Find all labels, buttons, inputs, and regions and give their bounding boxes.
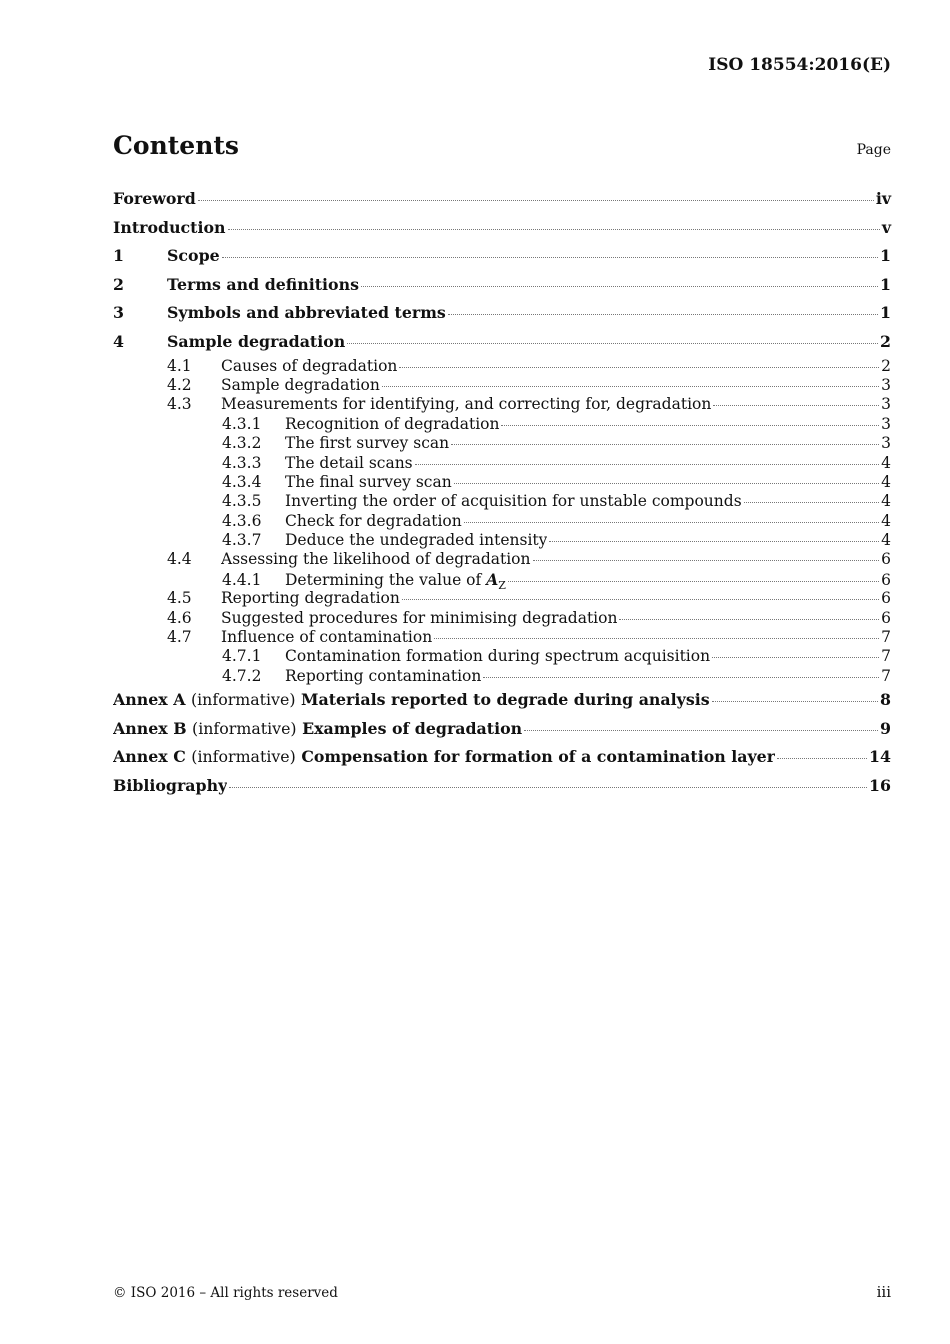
toc-entry-4-3-4[interactable]	[113, 473, 891, 492]
toc-entry-4-3-5[interactable]	[113, 492, 891, 511]
toc-entry-annex-c[interactable]	[113, 743, 891, 772]
toc-page: 4	[881, 472, 891, 491]
toc-title: Introduction	[113, 217, 226, 237]
toc-title: Measurements for identifying, and correcting for, degradation	[221, 395, 712, 414]
toc-page: 4	[881, 511, 891, 530]
annex-label: Annex A	[113, 690, 186, 710]
toc-entry-sample-degradation[interactable]	[113, 328, 891, 357]
toc-number: 4.3.5	[222, 492, 262, 511]
leader-dots	[712, 700, 878, 702]
toc-page: 7	[881, 647, 891, 666]
leader-dots	[508, 580, 879, 582]
leader-dots	[533, 559, 880, 561]
leader-dots	[451, 443, 879, 445]
toc-title: The detail scans	[285, 453, 413, 472]
leader-dots	[501, 424, 879, 426]
toc-entry-4-7[interactable]	[113, 628, 891, 647]
toc-page: 8	[880, 690, 891, 710]
toc-number: 4.5	[167, 589, 192, 608]
toc-page: 6	[881, 550, 891, 569]
toc-number: 4.2	[167, 375, 192, 394]
toc-title	[113, 715, 522, 744]
toc-page: v	[881, 217, 891, 237]
toc-title: Reporting contamination	[285, 666, 482, 685]
leader-dots	[777, 757, 867, 759]
copyright-notice: © ISO 2016 – All rights reserved	[113, 1285, 338, 1301]
leader-dots	[229, 786, 867, 788]
toc-entry-4-7-2[interactable]	[113, 667, 891, 686]
toc-page: 4	[881, 531, 891, 550]
toc-page: 1	[880, 246, 891, 266]
annex-type: (informative)	[191, 747, 296, 767]
annex-title: Materials reported to degrade during analysis	[300, 690, 710, 710]
toc-entry-symbols[interactable]	[113, 299, 891, 328]
toc-title: Reporting degradation	[221, 589, 400, 608]
toc-number: 4.3	[167, 395, 192, 414]
toc-page: 4	[881, 453, 891, 472]
toc-entry-4-3-2[interactable]	[113, 434, 891, 453]
toc-page: 3	[881, 375, 891, 394]
toc-entry-4-3-6[interactable]	[113, 512, 891, 531]
toc-title: Sample degradation	[221, 375, 380, 394]
toc-entry-4-6[interactable]	[113, 609, 891, 628]
toc-number: 4.3.3	[222, 453, 262, 472]
toc-number: 4.3.6	[222, 511, 262, 530]
toc-page: 6	[881, 570, 891, 589]
leader-dots	[228, 228, 880, 230]
toc-page: 2	[881, 356, 891, 375]
toc-page: 6	[881, 608, 891, 627]
leader-dots	[361, 285, 878, 287]
document-id: ISO 18554:2016(E)	[708, 55, 891, 75]
page-number: iii	[876, 1283, 891, 1301]
toc-title: Recognition of degradation	[285, 414, 500, 433]
toc-title	[113, 743, 775, 772]
toc-page: 14	[869, 747, 891, 767]
toc-number: 4.3.1	[222, 414, 262, 433]
leader-dots	[619, 618, 879, 620]
toc-entry-4-4-1[interactable]	[113, 569, 891, 592]
toc-title: The first survey scan	[285, 434, 450, 453]
leader-dots	[524, 729, 878, 731]
leader-dots	[434, 637, 879, 639]
toc-number: 4.6	[167, 608, 192, 627]
toc-title: Suggested procedures for minimising degradation	[221, 608, 618, 627]
toc-entry-4-3-1[interactable]	[113, 415, 891, 434]
toc-entry-4-3-7[interactable]	[113, 531, 891, 550]
toc-page: 1	[880, 274, 891, 294]
toc-title: Scope	[167, 246, 220, 266]
leader-dots	[448, 313, 878, 315]
symbol-a: A	[486, 569, 499, 589]
toc-entry-4-3-3[interactable]	[113, 454, 891, 473]
toc-title: Influence of contamination	[221, 628, 433, 647]
toc-number: 4.4	[167, 550, 192, 569]
symbol-subscript: Z	[498, 578, 506, 592]
toc-number: 4.4.1	[222, 570, 262, 589]
toc-page: 4	[881, 492, 891, 511]
toc-title: Bibliography	[113, 775, 228, 795]
contents-title: Contents	[113, 131, 240, 160]
toc-page: 9	[880, 718, 891, 738]
toc-page: 3	[881, 414, 891, 433]
toc-entry-bibliography[interactable]	[113, 772, 891, 801]
toc-title	[113, 686, 710, 715]
toc-entry-annex-a[interactable]	[113, 686, 891, 715]
toc-number: 4	[113, 331, 124, 351]
leader-dots	[549, 540, 879, 542]
toc-title: Check for degradation	[285, 511, 462, 530]
table-of-contents	[113, 185, 891, 801]
toc-title: Causes of degradation	[221, 356, 398, 375]
toc-entry-4-1[interactable]	[113, 357, 891, 376]
leader-dots	[382, 385, 879, 387]
toc-title: Assessing the likelihood of degradation	[221, 550, 531, 569]
toc-title: Deduce the undegraded intensity	[285, 531, 548, 550]
leader-dots	[744, 501, 879, 503]
toc-entry-scope[interactable]	[113, 242, 891, 271]
toc-number: 3	[113, 303, 124, 323]
toc-number: 4.3.4	[222, 472, 262, 491]
toc-page: iv	[875, 189, 891, 208]
annex-title: Compensation for formation of a contamination layer	[301, 747, 776, 767]
leader-dots	[402, 598, 879, 600]
leader-dots	[222, 256, 878, 258]
leader-dots	[454, 482, 879, 484]
toc-title: Inverting the order of acquisition for unstable compounds	[285, 492, 742, 511]
toc-entry-4-2[interactable]	[113, 376, 891, 395]
toc-title-text: Determining the value of	[285, 570, 487, 589]
toc-entry-foreword[interactable]	[113, 185, 891, 214]
toc-number: 4.3.2	[222, 434, 262, 453]
leader-dots	[198, 199, 874, 201]
toc-number: 4.7.1	[222, 647, 262, 666]
toc-number: 4.1	[167, 356, 192, 375]
toc-title: Symbols and abbreviated terms	[167, 303, 446, 323]
leader-dots	[347, 342, 878, 344]
annex-type: (informative)	[192, 718, 297, 738]
toc-page: 6	[881, 589, 891, 608]
toc-entry-terms[interactable]	[113, 271, 891, 300]
toc-page: 7	[881, 666, 891, 685]
toc-entry-4-4[interactable]	[113, 550, 891, 569]
toc-title: Sample degradation	[167, 331, 346, 351]
toc-title: Contamination formation during spectrum acquisition	[285, 647, 711, 666]
toc-entry-4-3[interactable]	[113, 395, 891, 414]
toc-number: 2	[113, 274, 124, 294]
toc-entry-4-7-1[interactable]	[113, 647, 891, 666]
leader-dots	[415, 463, 879, 465]
annex-type: (informative)	[190, 690, 296, 710]
toc-page: 16	[869, 775, 891, 795]
annex-label: Annex C	[113, 747, 186, 767]
toc-page: 7	[881, 628, 891, 647]
toc-title: Terms and definitions	[167, 274, 359, 294]
leader-dots	[483, 676, 879, 678]
leader-dots	[399, 366, 879, 368]
toc-title: Foreword	[113, 189, 196, 208]
toc-number: 4.7.2	[222, 666, 262, 685]
toc-number: 4.7	[167, 628, 192, 647]
toc-entry-annex-b[interactable]	[113, 715, 891, 744]
toc-page: 3	[881, 434, 891, 453]
toc-page: 2	[880, 331, 891, 351]
toc-number: 1	[113, 246, 124, 266]
toc-page: 1	[880, 303, 891, 323]
annex-label: Annex B	[113, 718, 187, 738]
leader-dots	[713, 404, 879, 406]
page-column-label: Page	[856, 142, 891, 158]
toc-title: The final survey scan	[285, 472, 452, 491]
toc-page: 3	[881, 395, 891, 414]
toc-number: 4.3.7	[222, 531, 262, 550]
annex-title: Examples of degradation	[302, 718, 523, 738]
leader-dots	[464, 521, 879, 523]
leader-dots	[712, 656, 879, 658]
toc-entry-introduction[interactable]	[113, 214, 891, 243]
